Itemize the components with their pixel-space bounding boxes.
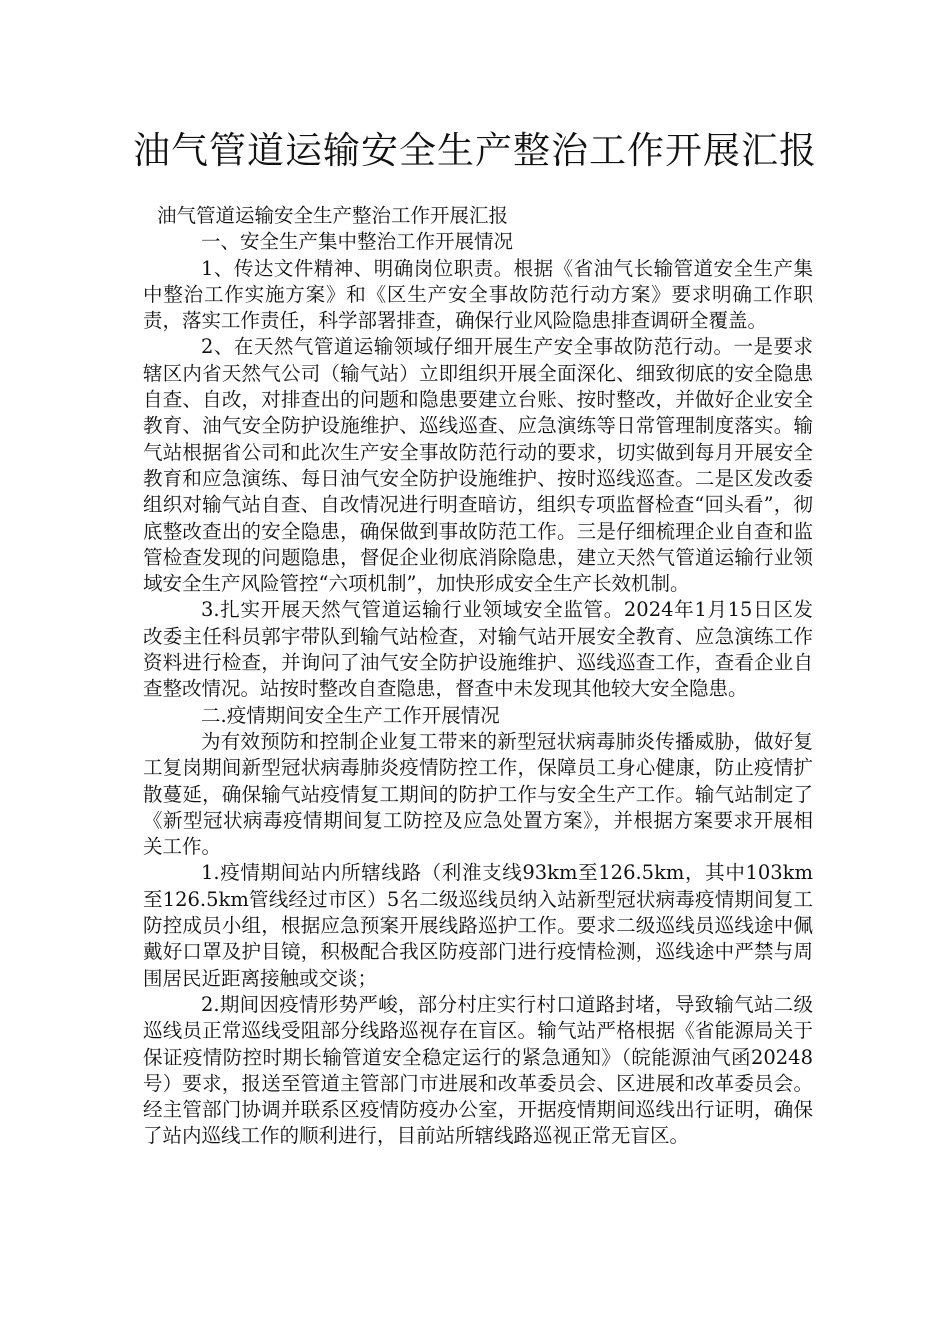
paragraph: 2、在天然气管道运输领域仔细开展生产安全事故防范行动。一是要求辖区内省天然气公司（输气站）立即组织开展全面深化、细致彻底的安全隐患自查、自改，对排查出的问题和隐患要建立台账、按时整改，并做好企业安全教育、油气安全防护设施维护、巡线巡查、应急演练等日常管理制度落实。输气站根据省公司和此次生产安全事故防范行动的要求，切实做到每月开展安全教育和应急演练、每日油气安全防护设施维护、按时巡线巡查。二是区发改委组织对输气站自查、自改情况进行明查暗访，组织专项监督检查“回头看”，彻底整改查出的安全隐患，确保做到事故防范工作。三是仔细梳理企业自查和监管检查发现的问题隐患，督促企业彻底消除隐患，建立天然气管道运输行业领域安全生产风险管控“六项机制”，加快形成安全生产长效机制。: [143, 335, 813, 596]
document-title: 油气管道运输安全生产整治工作开展汇报: [133, 129, 817, 172]
paragraph: 2.期间因疫情形势严峻，部分村庄实行村口道路封堵，导致输气站二级巡线员正常巡线受阻部分线路巡视存在盲区。输气站严格根据《省能源局关于保证疫情防控时期长输管道安全稳定运行的紧急通知》（皖能源油气函20248号）要求，报送至管道主管部门市进展和改革委员会、区进展和改革委员会。经主管部门协调并联系区疫情防疫办公室，开据疫情期间巡线出行证明，确保了站内巡线工作的顺利进行，目前站所辖线路巡视正常无盲区。: [143, 992, 813, 1148]
document-subtitle: 油气管道运输安全生产整治工作开展汇报: [157, 204, 509, 227]
section-heading-1: 一、安全生产集中整治工作开展情况: [201, 230, 514, 254]
paragraph: 1.疫情期间站内所辖线路（利淮支线93km至126.5km，其中103km至126.5km管线经过市区）5名二级巡线员纳入站新型冠状病毒疫情期间复工防控成员小组，根据应急预案开展线路巡护工作。要求二级巡线员巡线途中佩戴好口罩及护目镜，积极配合我区防疫部门进行疫情检测，巡线途中严禁与周围居民近距离接触或交谈；: [143, 861, 813, 990]
section-heading-2: 二.疫情期间安全生产工作开展情况: [201, 703, 500, 727]
paragraph: 1、传达文件精神、明确岗位职责。根据《省油气长输管道安全生产集中整治工作实施方案》和《区生产安全事故防范行动方案》要求明确工作职责，落实工作责任，科学部署排查，确保行业风险隐患排查调研全覆盖。: [143, 256, 813, 333]
paragraph: 为有效预防和控制企业复工带来的新型冠状病毒肺炎传播威胁，做好复工复岗期间新型冠状病毒肺炎疫情防控工作，保障员工身心健康，防止疫情扩散蔓延，确保输气站疫情复工期间的防护工作与安全生产工作。输气站制定了《新型冠状病毒疫情期间复工防控及应急处置方案》，并根据方案要求开展相关工作。: [143, 729, 813, 859]
document-body: [143, 203, 813, 1150]
paragraph: 3.扎实开展天然气管道运输行业领域安全监管。2024年1月15日区发改委主任科员郭宇带队到输气站检查，对输气站开展安全教育、应急演练工作资料进行检查，并询问了油气安全防护设施维护、巡线巡查工作，查看企业自查整改情况。站按时整改自查隐患，督查中未发现其他较大安全隐患。: [143, 598, 813, 701]
